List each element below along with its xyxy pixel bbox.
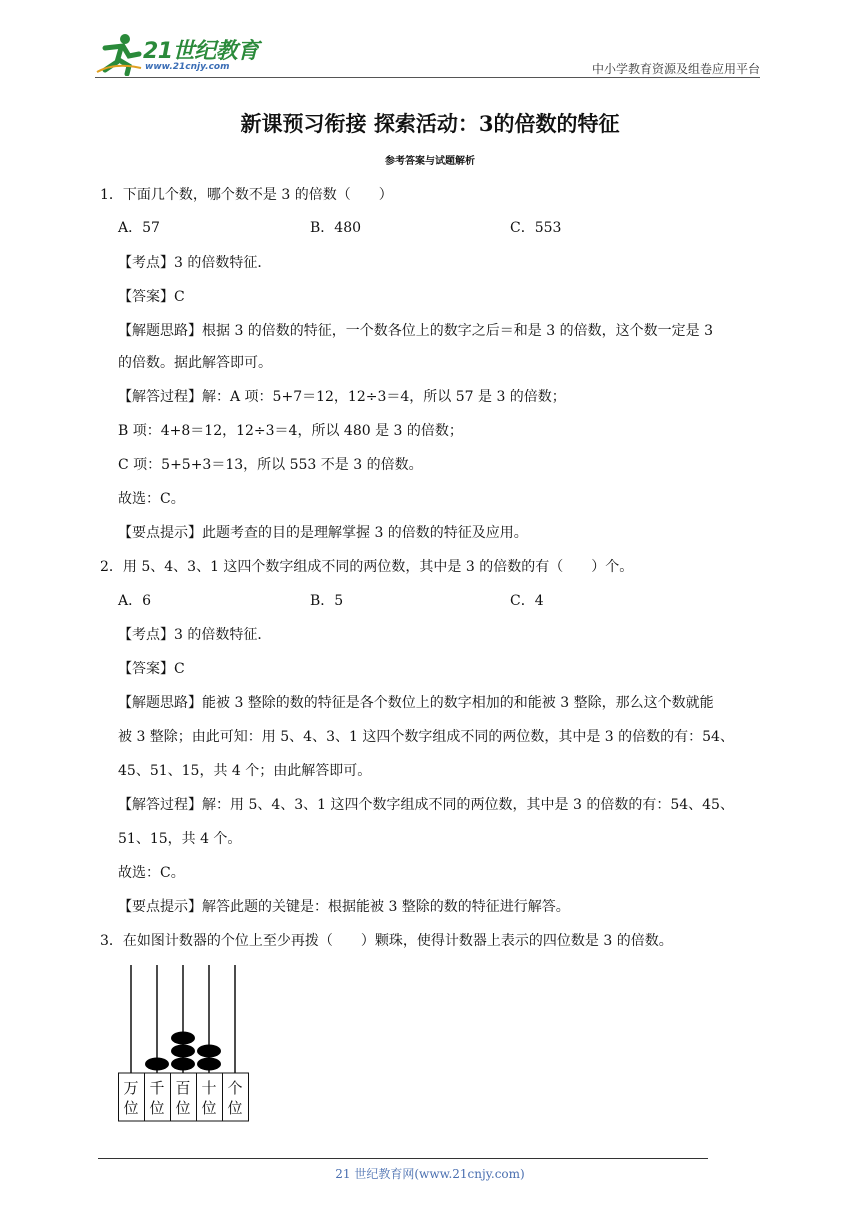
- abacus-place-label: 百: [175, 1079, 191, 1097]
- abacus-bead: [171, 1058, 195, 1071]
- header-divider: [95, 77, 760, 78]
- q3-stem: 3．在如图计数器的个位上至少再拨（ ）颗珠，使得计数器上表示的四位数是 3 的倍数。: [100, 933, 673, 949]
- q1-option-a: A．57: [118, 220, 160, 236]
- abacus-bead: [171, 1045, 195, 1058]
- abacus-place-label: 位: [123, 1099, 139, 1117]
- q1-guocheng-line2: B 项：4+8＝12，12÷3＝4，所以 480 是 3 的倍数；: [118, 423, 463, 439]
- q1-guocheng-line1: 【解答过程】解：A 项：5+7＝12，12÷3＝4，所以 57 是 3 的倍数；: [118, 389, 566, 405]
- q2-stem: 2．用 5、4、3、1 这四个数字组成不同的两位数，其中是 3 的倍数的有（ ）个。: [100, 559, 634, 575]
- abacus-place-label: 个: [227, 1079, 243, 1097]
- abacus-place-label: 位: [201, 1099, 217, 1117]
- q1-option-c: C．553: [510, 220, 562, 236]
- logo-text: 21世纪教育: [143, 39, 259, 64]
- page-title: 新课预习衔接 探索活动：3的倍数的特征: [240, 111, 620, 136]
- q2-tishi: 【要点提示】解答此题的关键是：根据能被 3 整除的数的特征进行解答。: [118, 899, 570, 915]
- site-logo: [95, 32, 275, 76]
- q2-silu-line3: 45、51、15，共 4 个；由此解答即可。: [118, 763, 372, 779]
- q2-guocheng-line2: 51、15，共 4 个。: [118, 831, 242, 847]
- q1-stem: 1．下面几个数，哪个数不是 3 的倍数（ ）: [100, 187, 393, 203]
- q2-option-c: C．4: [510, 593, 544, 609]
- q2-kaodian: 【考点】3 的倍数特征．: [118, 627, 272, 643]
- q2-silu-line2: 被 3 整除；由此可知：用 5、4、3、1 这四个数字组成不同的两位数，其中是 3 的倍数的有：54、: [118, 729, 734, 745]
- abacus-place-label: 万: [123, 1079, 139, 1097]
- abacus-bead: [197, 1058, 221, 1071]
- page-footer: 21 世纪教育网(www.21cnjy.com): [335, 1167, 525, 1181]
- q1-guxuan: 故选：C。: [118, 491, 185, 507]
- page-subtitle: 参考答案与试题解析: [385, 156, 475, 167]
- header-platform-text: 中小学教育资源及组卷应用平台: [591, 62, 760, 76]
- q2-guxuan: 故选：C。: [118, 865, 185, 881]
- q1-tishi: 【要点提示】此题考查的目的是理解掌握 3 的倍数的特征及应用。: [118, 525, 528, 541]
- q1-silu-line1: 【解题思路】根据 3 的倍数的特征，一个数各位上的数字之后＝和是 3 的倍数，这个数一定是 3: [118, 323, 713, 339]
- q1-answer: 【答案】C: [118, 289, 185, 305]
- q1-guocheng-line3: C 项：5+5+3＝13，所以 553 不是 3 的倍数。: [118, 457, 423, 473]
- abacus-place-label: 位: [149, 1099, 165, 1117]
- runner-logo-icon: [95, 32, 143, 76]
- q1-option-b: B．480: [310, 220, 362, 236]
- abacus-place-label: 位: [227, 1099, 243, 1117]
- abacus-place-label: 十: [201, 1079, 217, 1097]
- q2-guocheng-line1: 【解答过程】解：用 5、4、3、1 这四个数字组成不同的两位数，其中是 3 的倍数的有：54、45、: [118, 797, 734, 813]
- logo-url: www.21cnjy.com: [145, 62, 230, 72]
- abacus-place-label: 千: [149, 1079, 165, 1097]
- abacus-place-label: 位: [175, 1099, 191, 1117]
- page-header: [95, 28, 760, 78]
- q2-option-b: B．5: [310, 593, 344, 609]
- q1-silu-line2: 的倍数。据此解答即可。: [118, 355, 272, 371]
- q2-answer: 【答案】C: [118, 661, 185, 677]
- q2-silu-line1: 【解题思路】能被 3 整除的数的特征是各个数位上的数字相加的和能被 3 整除，那么这个数就能: [118, 695, 714, 711]
- abacus-figure: [118, 960, 258, 1125]
- q1-kaodian: 【考点】3 的倍数特征．: [118, 255, 272, 271]
- abacus-bead: [171, 1032, 195, 1045]
- footer-divider: [98, 1158, 708, 1159]
- q2-option-a: A．6: [118, 593, 152, 609]
- abacus-bead: [197, 1045, 221, 1058]
- abacus-bead: [145, 1058, 169, 1071]
